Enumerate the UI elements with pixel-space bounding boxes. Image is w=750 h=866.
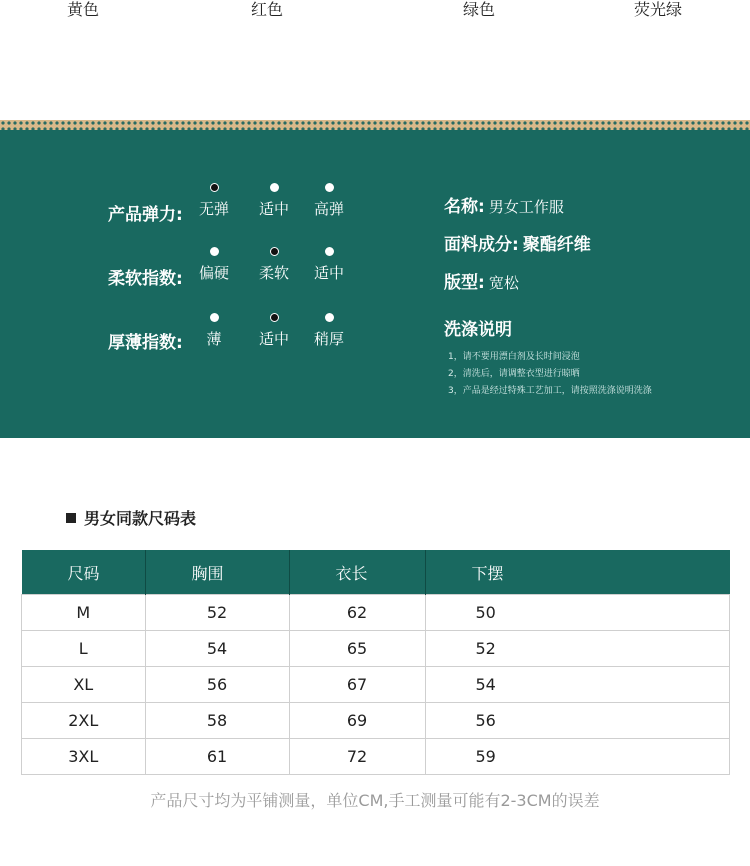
- table-cell: 50: [425, 595, 730, 631]
- table-cell: 67: [289, 667, 425, 703]
- table-cell: 58: [145, 703, 289, 739]
- decorative-trim: [0, 120, 750, 130]
- table-cell: 3XL: [22, 739, 146, 775]
- table-cell: 56: [425, 703, 730, 739]
- table-cell: 62: [289, 595, 425, 631]
- table-cell: L: [22, 631, 146, 667]
- table-cell: 54: [145, 631, 289, 667]
- color-label-fluorescent-green: 荧光绿: [634, 0, 683, 19]
- thickness-option: 适中: [244, 313, 304, 349]
- dot-icon: [325, 247, 334, 256]
- thickness-option: 稍厚: [299, 313, 359, 349]
- table-cell: 2XL: [22, 703, 146, 739]
- color-label-red: 红色: [251, 0, 284, 19]
- wash-item: 3，产品是经过特殊工艺加工，请按照洗涤说明洗涤: [448, 386, 652, 396]
- wash-instructions-title: 洗涤说明: [444, 320, 512, 340]
- wash-instructions-list: [448, 349, 652, 400]
- dot-icon: [270, 183, 279, 192]
- product-name: 名称: 男女工作服: [444, 197, 564, 217]
- column-header: 衣长: [289, 550, 425, 595]
- table-row: [22, 667, 730, 703]
- square-bullet-icon: [66, 513, 76, 523]
- elasticity-option: 高弹: [299, 183, 359, 219]
- size-table-title: 男女同款尺码表: [66, 506, 196, 529]
- size-table: [21, 550, 730, 775]
- table-row: [22, 703, 730, 739]
- table-cell: 52: [425, 631, 730, 667]
- product-fabric: 面料成分: 聚酯纤维: [444, 235, 591, 255]
- table-header-row: [22, 550, 730, 595]
- softness-option: 偏硬: [184, 247, 244, 283]
- dot-icon: [210, 313, 219, 322]
- table-cell: XL: [22, 667, 146, 703]
- dot-icon: [325, 183, 334, 192]
- product-fit: 版型: 宽松: [444, 273, 519, 293]
- wash-item: 2，清洗后，请调整衣型进行晾晒: [448, 369, 580, 379]
- softness-label: 柔软指数:: [108, 269, 183, 289]
- selected-dot-icon: [210, 183, 219, 192]
- column-header: 下摆: [425, 550, 730, 595]
- color-options: [0, 0, 750, 30]
- softness-option: 柔软: [244, 247, 304, 283]
- elasticity-label: 产品弹力:: [108, 205, 183, 225]
- table-cell: M: [22, 595, 146, 631]
- table-cell: 61: [145, 739, 289, 775]
- color-label-yellow: 黄色: [67, 0, 100, 19]
- selected-dot-icon: [270, 247, 279, 256]
- measurement-note: 产品尺寸均为平铺测量，单位CM,手工测量可能有2-3CM的误差: [150, 791, 600, 810]
- table-row: [22, 631, 730, 667]
- elasticity-option: 无弹: [184, 183, 244, 219]
- wash-item: 1，请不要用漂白剂及长时间浸泡: [448, 352, 580, 362]
- dot-icon: [325, 313, 334, 322]
- thickness-option: 薄: [184, 313, 244, 349]
- table-cell: 56: [145, 667, 289, 703]
- column-header: 尺码: [22, 550, 146, 595]
- thickness-label: 厚薄指数:: [108, 333, 183, 353]
- table-cell: 59: [425, 739, 730, 775]
- table-row: [22, 739, 730, 775]
- table-cell: 54: [425, 667, 730, 703]
- column-header: 胸围: [145, 550, 289, 595]
- elasticity-option: 适中: [244, 183, 304, 219]
- softness-option: 适中: [299, 247, 359, 283]
- table-row: [22, 595, 730, 631]
- table-cell: 52: [145, 595, 289, 631]
- color-label-green: 绿色: [463, 0, 496, 19]
- table-cell: 69: [289, 703, 425, 739]
- dot-icon: [210, 247, 219, 256]
- selected-dot-icon: [270, 313, 279, 322]
- table-cell: 65: [289, 631, 425, 667]
- product-info-band: [0, 130, 750, 438]
- table-cell: 72: [289, 739, 425, 775]
